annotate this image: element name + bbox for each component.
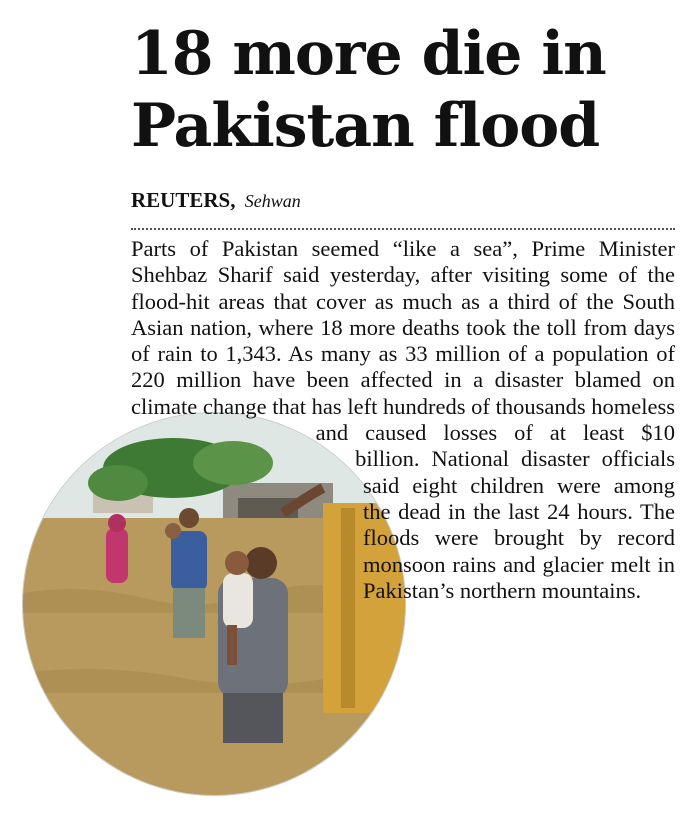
article-text: Parts of Pakistan seemed “like a sea”, Prime Minister Shehbaz Sharif said yesterday, after visiting some of the flood-hit areas that cover as much as a third of the South Asian nation, where 18 more deaths took the toll from days of rain to 1,343. As many as 33 million of a population of 220 million have been affected in a disaster blamed on climate change that has left hundreds of thousands homeless and caused losses of at least $10 billion. National disaster officials said eight children were among the dead in the last 24 hours. The floods were brought by record monsoon rains and glacier melt in Pakistan’s northern mountains. xyxy=(131,236,675,603)
byline-place: Sehwan xyxy=(244,191,301,211)
byline-divider xyxy=(131,228,675,230)
byline-agency: REUTERS, xyxy=(131,188,236,212)
article-body xyxy=(131,236,675,778)
byline xyxy=(131,188,301,213)
photo-wrap-shape xyxy=(0,406,363,778)
headline: 18 more die in Pakistan flood xyxy=(131,19,606,161)
